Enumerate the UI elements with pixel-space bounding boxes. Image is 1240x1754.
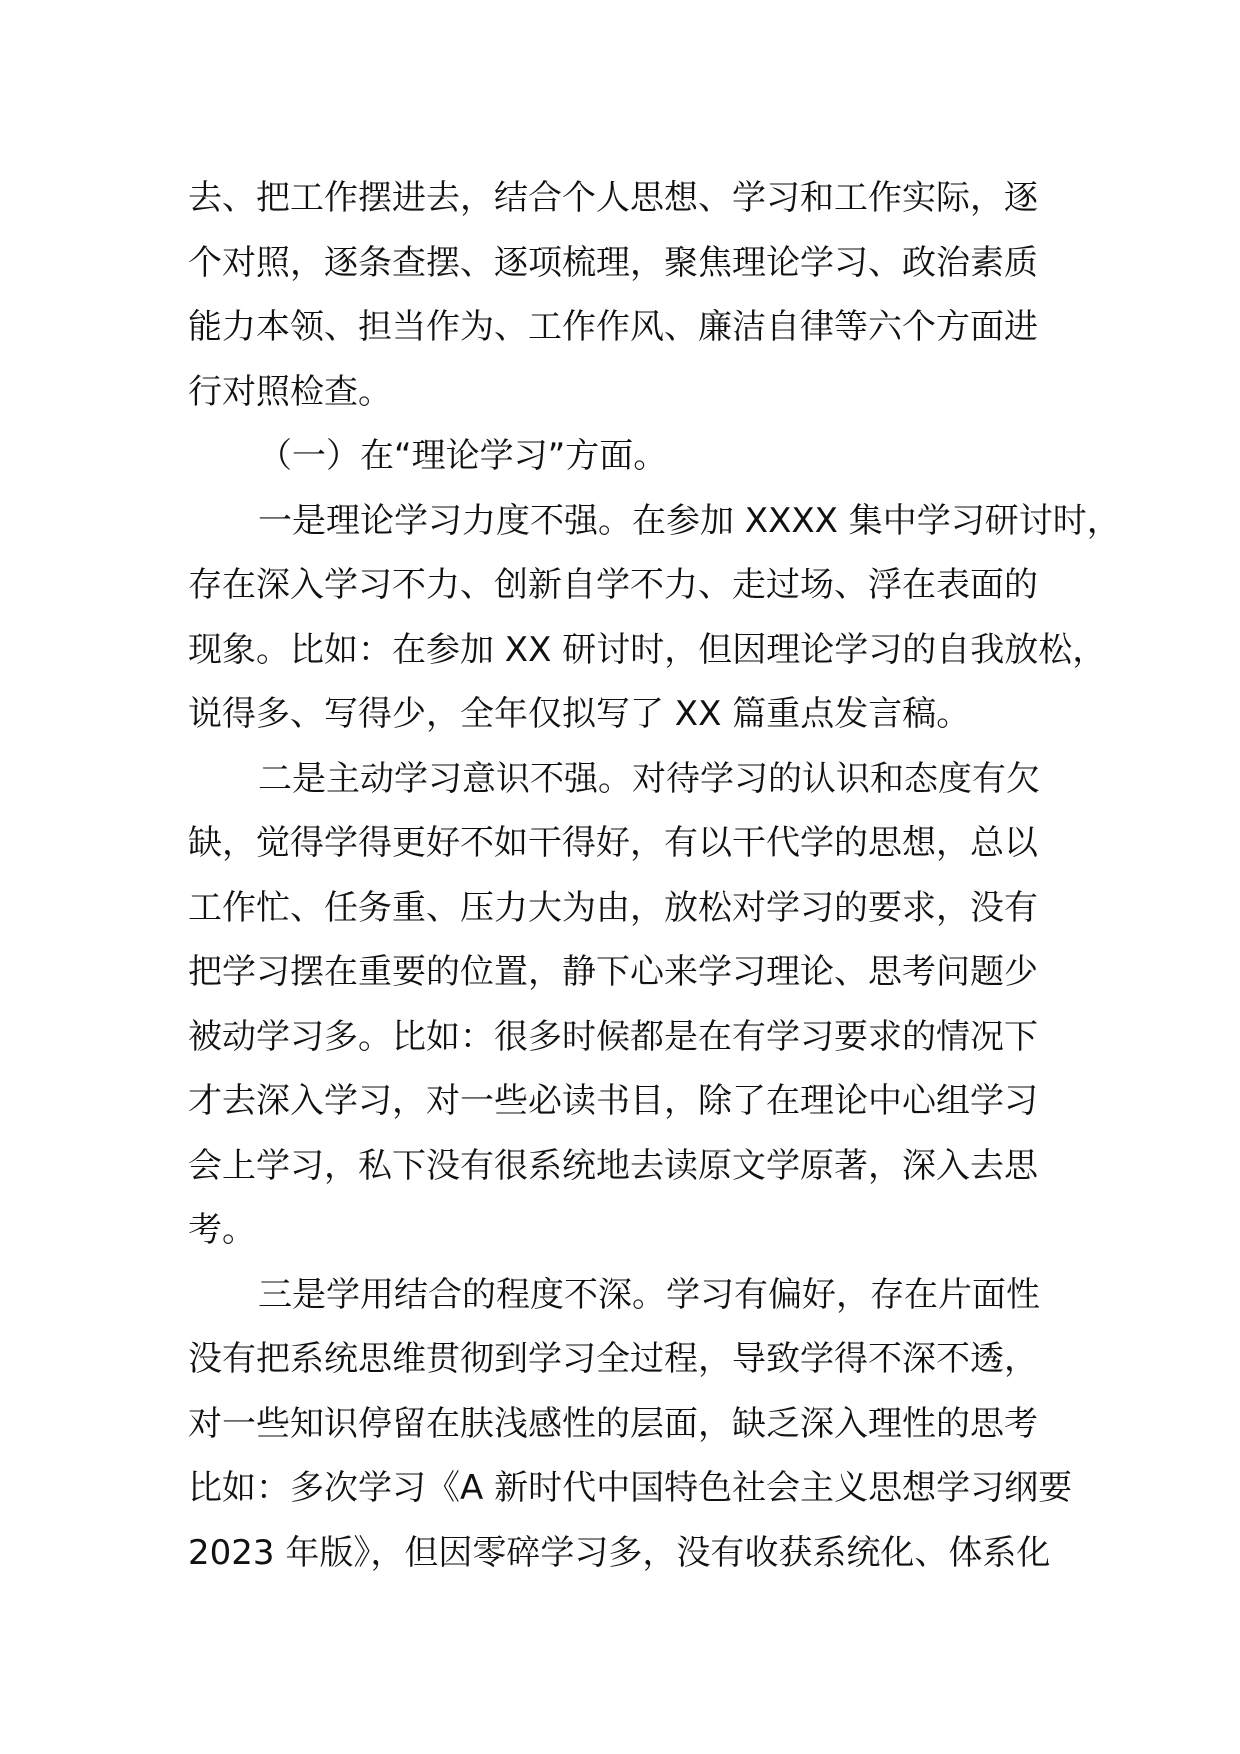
text-line: 行对照检查。 xyxy=(188,371,392,412)
text-line: 缺，觉得学得更好不如干得好，有以干代学的思想，总以 xyxy=(188,823,1038,863)
text-line: 把学习摆在重要的位置，静下心来学习理论、思考问题少 xyxy=(188,952,1038,992)
text-line: 2023 年版》，但因零碎学习多，没有收获系统化、体系化 xyxy=(188,1532,1051,1573)
text-line: 二是主动学习意识不强。对待学习的认识和态度有欠 xyxy=(258,758,1040,799)
text-line: 被动学习多。比如：很多时候都是在有学习要求的情况下 xyxy=(188,1016,1038,1057)
section-heading: （一）在“理论学习”方面。 xyxy=(258,436,668,476)
text-line: 存在深入学习不力、创新自学不力、走过场、浮在表面的 xyxy=(188,565,1038,605)
text-line: 一是理论学习力度不强。在参加 XXXX 集中学习研讨时， xyxy=(258,500,1121,541)
text-line: 说得多、写得少，全年仅拟写了 XX 篇重点发言稿。 xyxy=(188,694,971,734)
text-line: 没有把系统思维贯彻到学习全过程，导致学得不深不透， xyxy=(188,1339,1038,1379)
text-line: 能力本领、担当作为、工作作风、廉洁自律等六个方面进 xyxy=(188,307,1038,347)
text-line: 去、把工作摆进去，结合个人思想、学习和工作实际，逐 xyxy=(188,178,1038,218)
text-line: 对一些知识停留在肤浅感性的层面，缺乏深入理性的思考 xyxy=(188,1403,1038,1444)
text-line: 三是学用结合的程度不深。学习有偏好，存在片面性 xyxy=(258,1274,1040,1315)
text-line: 个对照，逐条查摆、逐项梳理，聚焦理论学习、政治素质 xyxy=(188,242,1038,283)
text-line: 工作忙、任务重、压力大为由，放松对学习的要求，没有 xyxy=(188,887,1038,928)
text-line: 考。 xyxy=(188,1210,256,1250)
text-line: 现象。比如：在参加 XX 研讨时，但因理论学习的自我放松， xyxy=(188,629,1107,670)
text-line: 才去深入学习，对一些必读书目，除了在理论中心组学习 xyxy=(188,1081,1038,1121)
text-line: 会上学习，私下没有很系统地去读原文学原著，深入去思 xyxy=(188,1145,1038,1186)
text-line: 比如：多次学习《A 新时代中国特色社会主义思想学习纲要 xyxy=(188,1468,1073,1508)
document-body xyxy=(188,166,1121,1585)
